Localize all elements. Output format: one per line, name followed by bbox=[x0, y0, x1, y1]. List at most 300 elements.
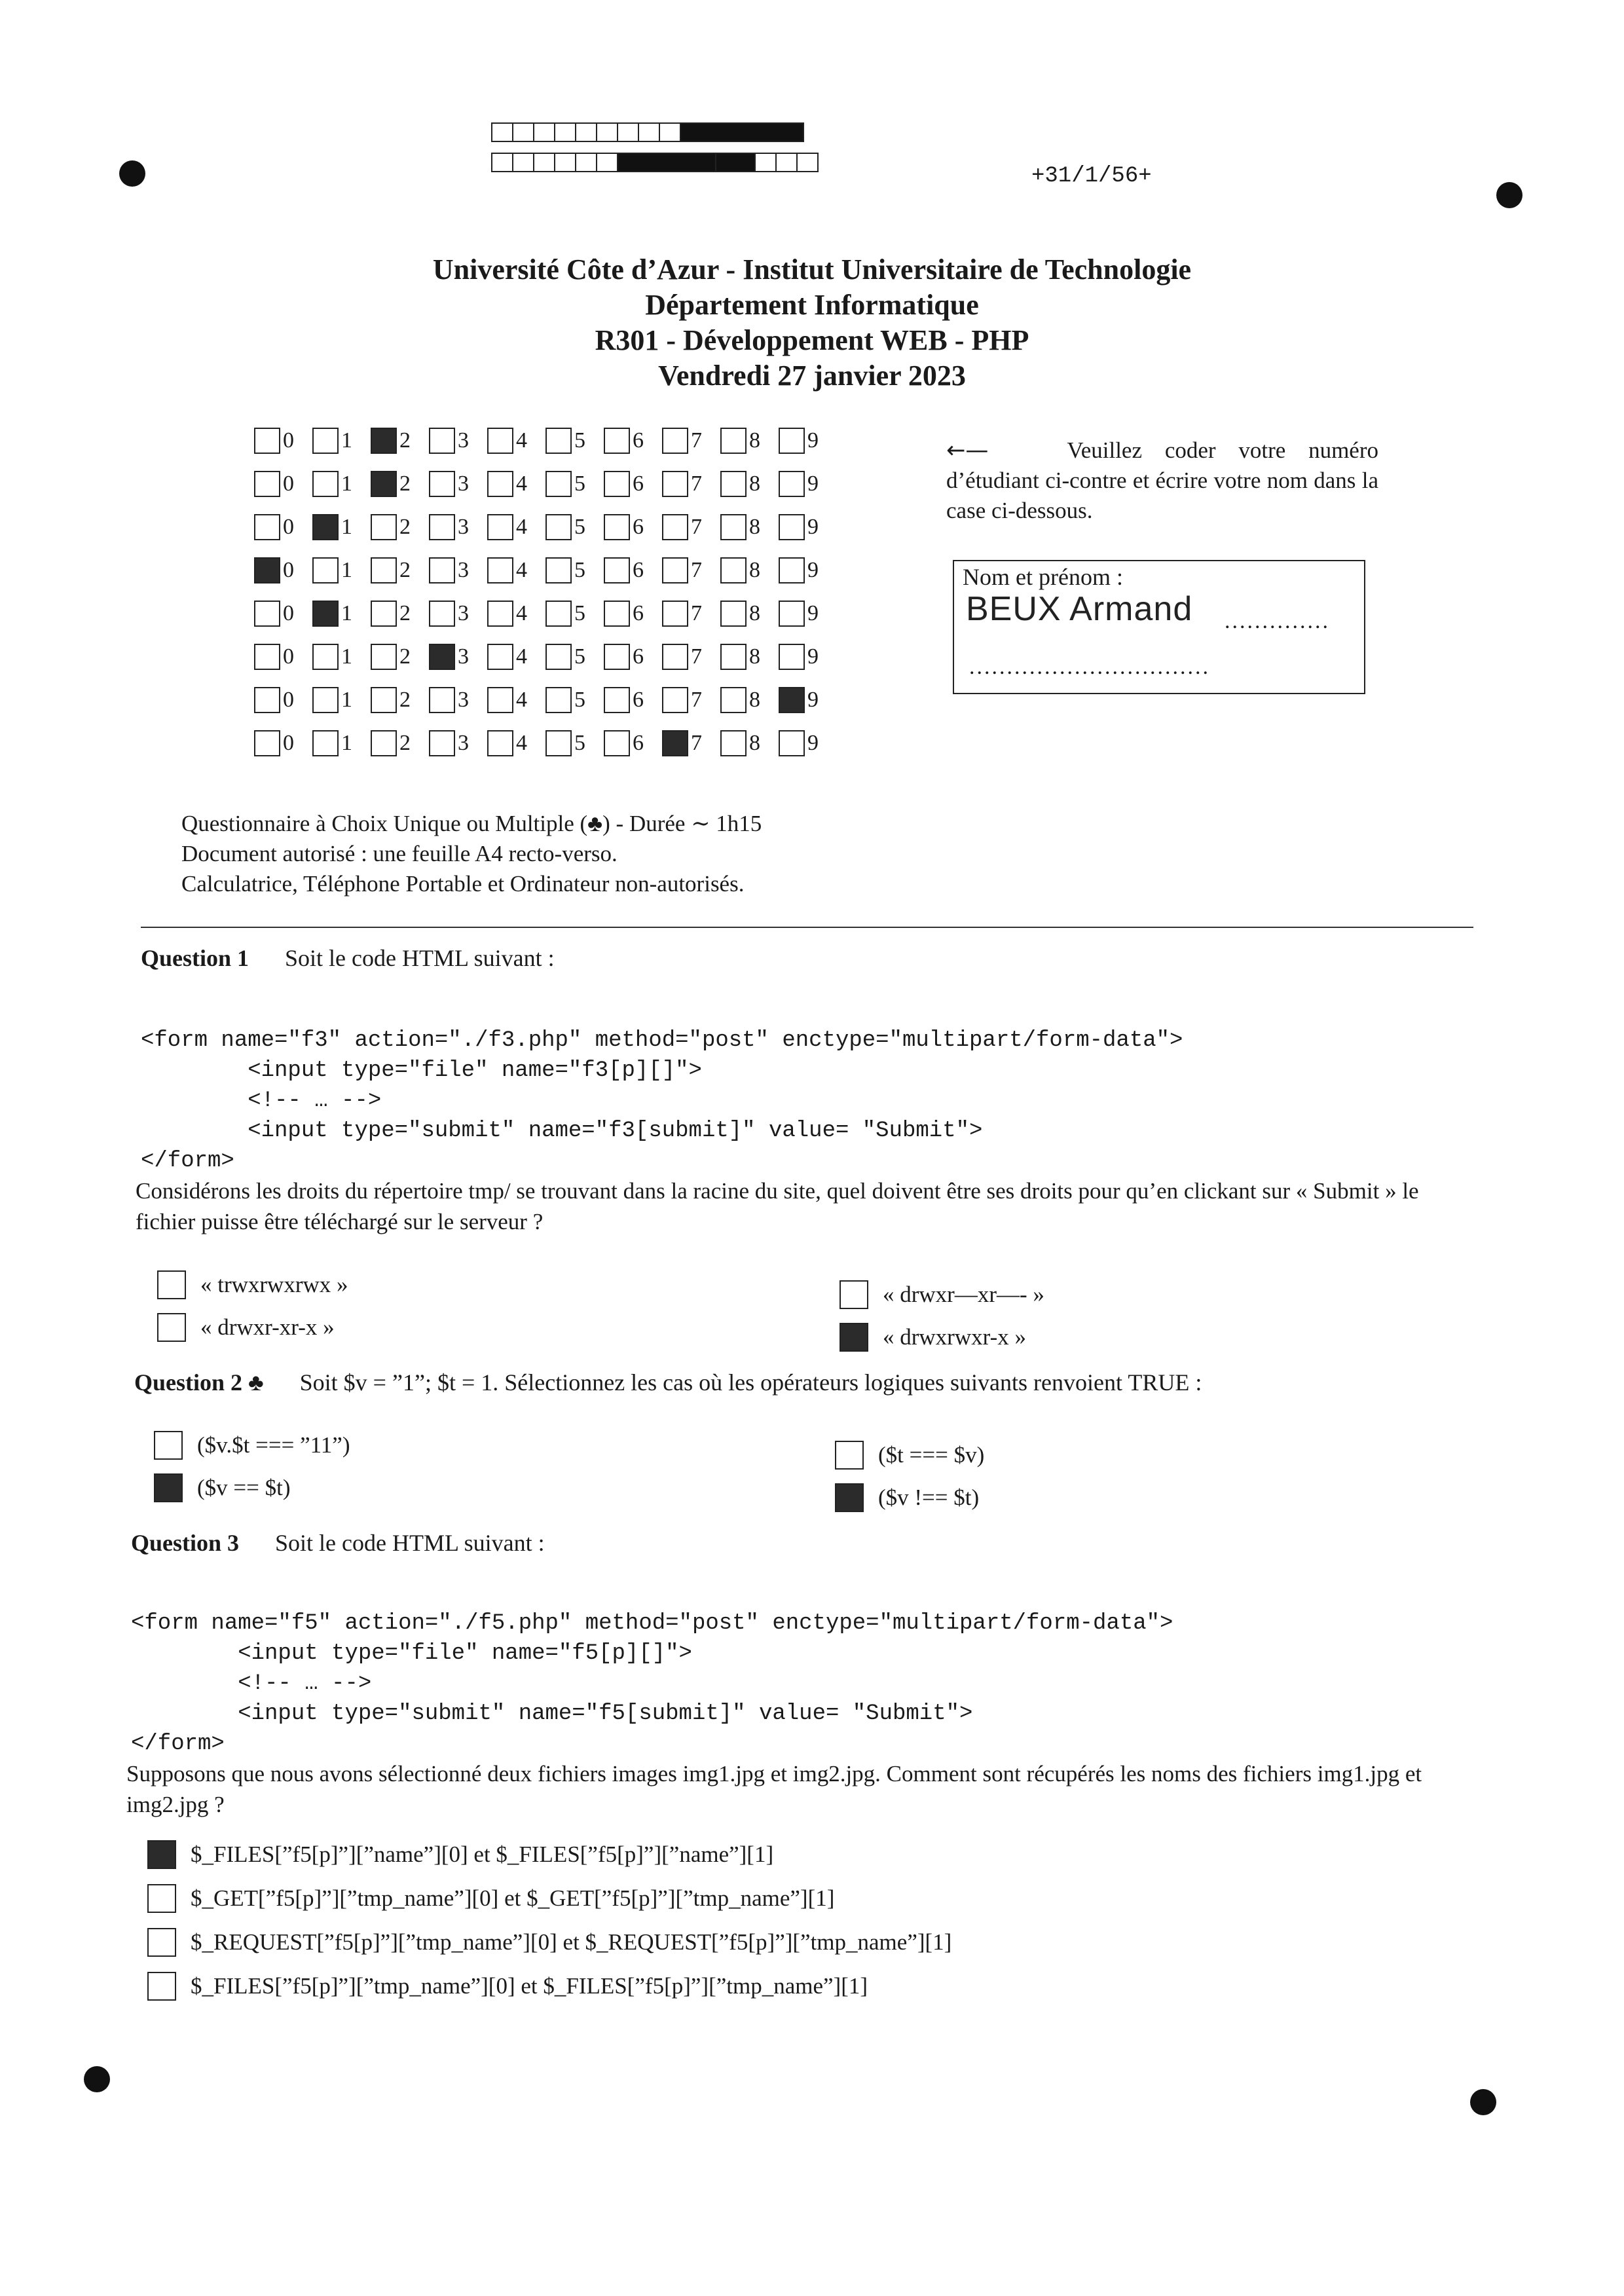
digit-checkbox-checked[interactable] bbox=[312, 514, 339, 540]
question-3-text: Supposons que nous avons sélectionné deux fichiers images img1.jpg et img2.jpg. Comment sont récupérés les noms des fichiers img1.jpg et img2.jpg ? bbox=[126, 1761, 1422, 1817]
digit-checkbox-checked[interactable] bbox=[779, 687, 805, 713]
digit-option[interactable] bbox=[312, 601, 371, 627]
option-label: ($t === $v) bbox=[878, 1442, 985, 1468]
digit-checkbox[interactable] bbox=[312, 644, 339, 670]
digit-option[interactable] bbox=[779, 730, 837, 756]
q2-option-a[interactable] bbox=[154, 1431, 350, 1460]
digit-checkbox[interactable] bbox=[604, 601, 630, 627]
q3-option-b[interactable] bbox=[147, 1884, 834, 1913]
digit-checkbox[interactable] bbox=[662, 471, 688, 497]
code-line: <input type="submit" name="f3[submit]" value= "Submit"> bbox=[141, 1119, 983, 1143]
digit-checkbox-checked[interactable] bbox=[371, 471, 397, 497]
q3-option-d[interactable] bbox=[147, 1972, 868, 2001]
digit-checkbox-checked[interactable] bbox=[662, 730, 688, 756]
digit-label: 9 bbox=[807, 428, 819, 453]
digit-option[interactable] bbox=[487, 428, 545, 454]
digit-option[interactable] bbox=[429, 730, 487, 756]
barcode-row-1 bbox=[491, 122, 803, 142]
q1-option-a[interactable] bbox=[157, 1270, 348, 1299]
digit-option[interactable] bbox=[720, 428, 779, 454]
digit-label: 5 bbox=[574, 558, 585, 582]
digit-checkbox[interactable] bbox=[545, 730, 572, 756]
digit-option[interactable] bbox=[720, 601, 779, 627]
digit-checkbox[interactable] bbox=[487, 471, 513, 497]
digit-option[interactable] bbox=[371, 730, 429, 756]
digit-option[interactable] bbox=[662, 730, 720, 756]
digit-label: 9 bbox=[807, 558, 819, 582]
option-label: $_GET[”f5[p]”][”tmp_name”][0] et $_GET[”f5[p]”][”tmp_name”][1] bbox=[191, 1885, 835, 1911]
digit-checkbox[interactable] bbox=[779, 471, 805, 497]
digit-label: 9 bbox=[807, 515, 819, 539]
digit-checkbox[interactable] bbox=[720, 730, 747, 756]
digit-option[interactable] bbox=[371, 557, 429, 583]
checkbox[interactable] bbox=[840, 1280, 868, 1309]
digit-option[interactable] bbox=[662, 428, 720, 454]
digit-checkbox[interactable] bbox=[604, 557, 630, 583]
digit-option[interactable] bbox=[254, 471, 312, 497]
q1-option-b[interactable] bbox=[157, 1313, 335, 1342]
code-line: </form> bbox=[141, 1149, 234, 1174]
digit-option[interactable] bbox=[779, 471, 837, 497]
checkbox-checked[interactable] bbox=[147, 1840, 176, 1869]
question-3-label: Question 3 bbox=[131, 1530, 240, 1556]
digit-label: 6 bbox=[633, 688, 644, 712]
option-label: ($v !== $t) bbox=[878, 1485, 980, 1510]
digit-option[interactable] bbox=[545, 557, 604, 583]
digit-option[interactable] bbox=[312, 428, 371, 454]
digit-option[interactable] bbox=[487, 557, 545, 583]
digit-checkbox[interactable] bbox=[720, 514, 747, 540]
checkbox[interactable] bbox=[154, 1431, 183, 1460]
question-1-prompt: Soit le code HTML suivant : bbox=[285, 945, 555, 971]
student-number-row bbox=[254, 549, 837, 592]
checkbox[interactable] bbox=[157, 1270, 186, 1299]
digit-checkbox[interactable] bbox=[312, 471, 339, 497]
digit-checkbox[interactable] bbox=[312, 730, 339, 756]
digit-option[interactable] bbox=[312, 557, 371, 583]
digit-label: 3 bbox=[458, 731, 469, 755]
option-label: « drwxr—xr—- » bbox=[883, 1282, 1044, 1307]
digit-option[interactable] bbox=[662, 601, 720, 627]
digit-checkbox[interactable] bbox=[487, 601, 513, 627]
digit-checkbox[interactable] bbox=[779, 557, 805, 583]
digit-label: 1 bbox=[341, 601, 352, 625]
digit-option[interactable] bbox=[604, 644, 662, 670]
digit-label: 4 bbox=[516, 472, 527, 496]
digit-checkbox[interactable] bbox=[254, 471, 280, 497]
digit-option[interactable] bbox=[779, 644, 837, 670]
digit-option[interactable] bbox=[429, 687, 487, 713]
digit-option[interactable] bbox=[662, 687, 720, 713]
option-label: $_FILES[”f5[p]”][”name”][0] et $_FILES[”f5[p]”][”name”][1] bbox=[191, 1842, 774, 1867]
digit-option[interactable] bbox=[720, 730, 779, 756]
digit-label: 7 bbox=[691, 515, 702, 539]
digit-option[interactable] bbox=[604, 601, 662, 627]
code-line: <input type="submit" name="f5[submit]" value= "Submit"> bbox=[131, 1701, 973, 1726]
digit-option[interactable] bbox=[312, 730, 371, 756]
digit-checkbox[interactable] bbox=[662, 514, 688, 540]
digit-label: 2 bbox=[399, 644, 411, 669]
digit-option[interactable] bbox=[779, 557, 837, 583]
digit-label: 3 bbox=[458, 644, 469, 669]
digit-option[interactable] bbox=[604, 730, 662, 756]
digit-option[interactable] bbox=[545, 644, 604, 670]
digit-label: 4 bbox=[516, 601, 527, 625]
digit-label: 6 bbox=[633, 731, 644, 755]
digit-option[interactable] bbox=[604, 557, 662, 583]
digit-label: 3 bbox=[458, 601, 469, 625]
digit-checkbox[interactable] bbox=[779, 514, 805, 540]
digit-label: 2 bbox=[399, 688, 411, 712]
coding-instructions bbox=[946, 435, 1378, 526]
digit-option[interactable] bbox=[371, 471, 429, 497]
digit-option[interactable] bbox=[604, 687, 662, 713]
digit-label: 2 bbox=[399, 558, 411, 582]
digit-checkbox[interactable] bbox=[779, 428, 805, 454]
digit-option[interactable] bbox=[429, 644, 487, 670]
question-3-header bbox=[131, 1529, 545, 1557]
digit-checkbox[interactable] bbox=[720, 428, 747, 454]
digit-checkbox[interactable] bbox=[371, 557, 397, 583]
digit-checkbox[interactable] bbox=[312, 428, 339, 454]
digit-option[interactable] bbox=[312, 687, 371, 713]
digit-label: 4 bbox=[516, 428, 527, 453]
digit-option[interactable] bbox=[487, 730, 545, 756]
digit-checkbox-checked[interactable] bbox=[312, 601, 339, 627]
digit-option[interactable] bbox=[720, 471, 779, 497]
digit-checkbox[interactable] bbox=[312, 557, 339, 583]
barcode-row-2 bbox=[491, 153, 817, 172]
digit-option[interactable] bbox=[487, 644, 545, 670]
digit-label: 0 bbox=[283, 428, 294, 453]
digit-option[interactable] bbox=[371, 514, 429, 540]
digit-option[interactable] bbox=[371, 644, 429, 670]
checkbox[interactable] bbox=[147, 1884, 176, 1913]
digit-label: 8 bbox=[749, 731, 760, 755]
code-line: <input type="file" name="f5[p][]"> bbox=[131, 1641, 692, 1666]
q2-option-b[interactable] bbox=[154, 1473, 291, 1502]
digit-checkbox[interactable] bbox=[662, 687, 688, 713]
divider bbox=[141, 927, 1473, 928]
question-1-label: Question 1 bbox=[141, 945, 249, 971]
digit-label: 2 bbox=[399, 428, 411, 453]
digit-label: 0 bbox=[283, 558, 294, 582]
digit-checkbox[interactable] bbox=[545, 514, 572, 540]
digit-label: 6 bbox=[633, 472, 644, 496]
digit-checkbox[interactable] bbox=[487, 428, 513, 454]
digit-option[interactable] bbox=[429, 557, 487, 583]
question-2-header bbox=[134, 1369, 1202, 1396]
digit-label: 0 bbox=[283, 601, 294, 625]
digit-checkbox[interactable] bbox=[662, 557, 688, 583]
digit-checkbox[interactable] bbox=[487, 514, 513, 540]
handwritten-name: BEUX Armand bbox=[966, 590, 1193, 628]
digit-option[interactable] bbox=[312, 644, 371, 670]
digit-option[interactable] bbox=[254, 514, 312, 540]
question-3-code bbox=[131, 1578, 1173, 1759]
digit-option[interactable] bbox=[487, 514, 545, 540]
digit-label: 7 bbox=[691, 688, 702, 712]
digit-checkbox[interactable] bbox=[545, 428, 572, 454]
digit-checkbox[interactable] bbox=[429, 601, 455, 627]
digit-label: 9 bbox=[807, 601, 819, 625]
checkbox-checked[interactable] bbox=[154, 1473, 183, 1502]
digit-checkbox[interactable] bbox=[779, 730, 805, 756]
digit-label: 1 bbox=[341, 731, 352, 755]
digit-option[interactable] bbox=[254, 601, 312, 627]
digit-checkbox[interactable] bbox=[371, 730, 397, 756]
digit-option[interactable] bbox=[254, 557, 312, 583]
digit-checkbox[interactable] bbox=[779, 601, 805, 627]
digit-checkbox[interactable] bbox=[429, 730, 455, 756]
digit-option[interactable] bbox=[662, 644, 720, 670]
digit-checkbox[interactable] bbox=[429, 514, 455, 540]
digit-label: 2 bbox=[399, 731, 411, 755]
digit-option[interactable] bbox=[254, 730, 312, 756]
digit-checkbox[interactable] bbox=[545, 687, 572, 713]
digit-checkbox[interactable] bbox=[429, 687, 455, 713]
digit-option[interactable] bbox=[487, 471, 545, 497]
digit-label: 7 bbox=[691, 428, 702, 453]
digit-label: 5 bbox=[574, 515, 585, 539]
student-number-row bbox=[254, 592, 837, 635]
digit-label: 2 bbox=[399, 601, 411, 625]
digit-checkbox[interactable] bbox=[429, 471, 455, 497]
digit-option[interactable] bbox=[545, 514, 604, 540]
code-line: </form> bbox=[131, 1731, 225, 1756]
digit-label: 5 bbox=[574, 731, 585, 755]
digit-option[interactable] bbox=[312, 471, 371, 497]
digit-label: 9 bbox=[807, 644, 819, 669]
code-line: <form name="f5" action="./f5.php" method="post" enctype="multipart/form-data"> bbox=[131, 1611, 1173, 1636]
code-line: <input type="file" name="f3[p][]"> bbox=[141, 1058, 702, 1083]
checkbox[interactable] bbox=[147, 1928, 176, 1957]
option-label: « drwxr-xr-x » bbox=[200, 1314, 335, 1340]
digit-label: 0 bbox=[283, 688, 294, 712]
digit-label: 7 bbox=[691, 558, 702, 582]
digit-label: 3 bbox=[458, 428, 469, 453]
digit-label: 7 bbox=[691, 601, 702, 625]
student-number-row bbox=[254, 722, 837, 765]
q1-option-c[interactable] bbox=[840, 1280, 1044, 1309]
q3-option-a[interactable] bbox=[147, 1840, 773, 1869]
digit-label: 8 bbox=[749, 472, 760, 496]
digit-option[interactable] bbox=[720, 514, 779, 540]
digit-option[interactable] bbox=[254, 687, 312, 713]
student-number-row bbox=[254, 635, 837, 678]
digit-checkbox[interactable] bbox=[662, 644, 688, 670]
digit-option[interactable] bbox=[720, 644, 779, 670]
digit-option[interactable] bbox=[545, 687, 604, 713]
digit-label: 5 bbox=[574, 601, 585, 625]
digit-label: 8 bbox=[749, 601, 760, 625]
digit-label: 0 bbox=[283, 731, 294, 755]
department-title: Département Informatique bbox=[645, 289, 979, 321]
digit-checkbox-checked[interactable] bbox=[429, 644, 455, 670]
student-number-row bbox=[254, 419, 837, 462]
q1-option-d[interactable] bbox=[840, 1323, 1026, 1352]
option-label: $_FILES[”f5[p]”][”tmp_name”][0] et $_FILES[”f5[p]”][”tmp_name”][1] bbox=[191, 1973, 868, 1999]
digit-checkbox[interactable] bbox=[371, 644, 397, 670]
digit-checkbox[interactable] bbox=[720, 644, 747, 670]
digit-checkbox[interactable] bbox=[254, 730, 280, 756]
digit-option[interactable] bbox=[429, 514, 487, 540]
digit-label: 5 bbox=[574, 472, 585, 496]
option-label: ($v.$t === ”11”) bbox=[197, 1432, 350, 1458]
digit-option[interactable] bbox=[662, 471, 720, 497]
digit-checkbox[interactable] bbox=[371, 601, 397, 627]
digit-option[interactable] bbox=[662, 514, 720, 540]
digit-option[interactable] bbox=[429, 601, 487, 627]
digit-checkbox[interactable] bbox=[662, 428, 688, 454]
digit-label: 1 bbox=[341, 515, 352, 539]
q2-option-d[interactable] bbox=[835, 1483, 979, 1512]
digit-checkbox[interactable] bbox=[662, 601, 688, 627]
page-identifier: +31/1/56+ bbox=[1031, 164, 1152, 189]
digit-option[interactable] bbox=[254, 644, 312, 670]
digit-label: 0 bbox=[283, 472, 294, 496]
digit-option[interactable] bbox=[371, 687, 429, 713]
left-arrow-icon: ←— bbox=[946, 437, 989, 464]
digit-checkbox-checked[interactable] bbox=[371, 428, 397, 454]
digit-checkbox[interactable] bbox=[779, 644, 805, 670]
digit-checkbox[interactable] bbox=[604, 428, 630, 454]
student-number-row bbox=[254, 462, 837, 506]
digit-checkbox[interactable] bbox=[545, 644, 572, 670]
institution-title: Université Côte d’Azur - Institut Universitaire de Technologie bbox=[432, 253, 1192, 286]
digit-label: 1 bbox=[341, 428, 352, 453]
q3-option-c[interactable] bbox=[147, 1928, 951, 1957]
digit-checkbox[interactable] bbox=[254, 514, 280, 540]
checkbox[interactable] bbox=[835, 1441, 864, 1470]
digit-checkbox[interactable] bbox=[487, 644, 513, 670]
student-number-row bbox=[254, 678, 837, 722]
digit-checkbox[interactable] bbox=[487, 730, 513, 756]
code-line: <!-- … --> bbox=[141, 1088, 382, 1113]
digit-checkbox[interactable] bbox=[604, 514, 630, 540]
checkbox[interactable] bbox=[157, 1313, 186, 1342]
digit-checkbox[interactable] bbox=[312, 687, 339, 713]
option-label: $_REQUEST[”f5[p]”][”tmp_name”][0] et $_REQUEST[”f5[p]”][”tmp_name”][1] bbox=[191, 1929, 952, 1955]
digit-checkbox[interactable] bbox=[254, 428, 280, 454]
question-1-text: Considérons les droits du répertoire tmp/ se trouvant dans la racine du site, quel doivent être ses droits pour qu’en clickant sur « Submit » le fichier puisse être téléchargé sur le serveur ? bbox=[136, 1178, 1419, 1234]
digit-label: 1 bbox=[341, 688, 352, 712]
digit-option[interactable] bbox=[429, 471, 487, 497]
digit-option[interactable] bbox=[371, 601, 429, 627]
digit-option[interactable] bbox=[545, 471, 604, 497]
registration-mark-bottom-right bbox=[1470, 2089, 1496, 2115]
digit-option[interactable] bbox=[720, 687, 779, 713]
digit-checkbox[interactable] bbox=[254, 601, 280, 627]
digit-label: 7 bbox=[691, 644, 702, 669]
q2-option-c[interactable] bbox=[835, 1441, 984, 1470]
digit-option[interactable] bbox=[604, 514, 662, 540]
name-dots-line-1: .............. bbox=[1225, 609, 1330, 633]
digit-checkbox-checked[interactable] bbox=[254, 557, 280, 583]
digit-option[interactable] bbox=[662, 557, 720, 583]
digit-label: 4 bbox=[516, 644, 527, 669]
digit-option[interactable] bbox=[545, 428, 604, 454]
digit-checkbox[interactable] bbox=[720, 471, 747, 497]
digit-checkbox[interactable] bbox=[429, 557, 455, 583]
question-1-code bbox=[141, 995, 1183, 1176]
digit-checkbox[interactable] bbox=[371, 514, 397, 540]
digit-option[interactable] bbox=[429, 428, 487, 454]
digit-option[interactable] bbox=[312, 514, 371, 540]
digit-checkbox[interactable] bbox=[604, 687, 630, 713]
digit-label: 0 bbox=[283, 644, 294, 669]
digit-option[interactable] bbox=[604, 471, 662, 497]
digit-checkbox[interactable] bbox=[720, 557, 747, 583]
registration-mark-top-right bbox=[1496, 182, 1522, 208]
digit-option[interactable] bbox=[779, 687, 837, 713]
digit-label: 3 bbox=[458, 558, 469, 582]
option-label: ($v == $t) bbox=[197, 1475, 291, 1500]
checkbox-checked[interactable] bbox=[840, 1323, 868, 1352]
digit-checkbox[interactable] bbox=[545, 471, 572, 497]
checkbox-checked[interactable] bbox=[835, 1483, 864, 1512]
digit-label: 6 bbox=[633, 515, 644, 539]
digit-option[interactable] bbox=[779, 428, 837, 454]
digit-label: 9 bbox=[807, 731, 819, 755]
digit-checkbox[interactable] bbox=[604, 730, 630, 756]
digit-option[interactable] bbox=[720, 557, 779, 583]
digit-label: 2 bbox=[399, 515, 411, 539]
exam-info-line-2: Document autorisé : une feuille A4 recto-verso. bbox=[181, 841, 618, 866]
option-label: « trwxrwxrwx » bbox=[200, 1272, 348, 1297]
digit-label: 5 bbox=[574, 688, 585, 712]
digit-option[interactable] bbox=[487, 601, 545, 627]
digit-label: 2 bbox=[399, 472, 411, 496]
digit-option[interactable] bbox=[779, 601, 837, 627]
digit-label: 0 bbox=[283, 515, 294, 539]
digit-option[interactable] bbox=[545, 730, 604, 756]
digit-checkbox[interactable] bbox=[429, 428, 455, 454]
digit-label: 3 bbox=[458, 472, 469, 496]
digit-option[interactable] bbox=[254, 428, 312, 454]
digit-option[interactable] bbox=[487, 687, 545, 713]
digit-option[interactable] bbox=[779, 514, 837, 540]
exam-header bbox=[0, 252, 1624, 394]
digit-label: 4 bbox=[516, 688, 527, 712]
name-dots-line-2: ................................ bbox=[969, 655, 1210, 679]
digit-checkbox[interactable] bbox=[371, 687, 397, 713]
digit-checkbox[interactable] bbox=[545, 601, 572, 627]
question-1-header bbox=[141, 944, 555, 972]
digit-label: 8 bbox=[749, 558, 760, 582]
digit-checkbox[interactable] bbox=[545, 557, 572, 583]
code-line: <!-- … --> bbox=[131, 1671, 372, 1696]
digit-checkbox[interactable] bbox=[254, 687, 280, 713]
course-title: R301 - Développement WEB - PHP bbox=[595, 324, 1029, 356]
student-number-grid bbox=[254, 419, 837, 765]
digit-checkbox[interactable] bbox=[487, 687, 513, 713]
option-label: « drwxrwxr-x » bbox=[883, 1324, 1026, 1350]
digit-checkbox[interactable] bbox=[604, 644, 630, 670]
checkbox[interactable] bbox=[147, 1972, 176, 2001]
digit-option[interactable] bbox=[371, 428, 429, 454]
name-label: Nom et prénom : bbox=[963, 564, 1123, 590]
digit-checkbox[interactable] bbox=[720, 687, 747, 713]
digit-checkbox[interactable] bbox=[254, 644, 280, 670]
registration-mark-bottom-left bbox=[84, 2066, 110, 2092]
digit-label: 9 bbox=[807, 472, 819, 496]
digit-option[interactable] bbox=[604, 428, 662, 454]
digit-checkbox[interactable] bbox=[604, 471, 630, 497]
digit-checkbox[interactable] bbox=[487, 557, 513, 583]
digit-option[interactable] bbox=[545, 601, 604, 627]
digit-checkbox[interactable] bbox=[720, 601, 747, 627]
